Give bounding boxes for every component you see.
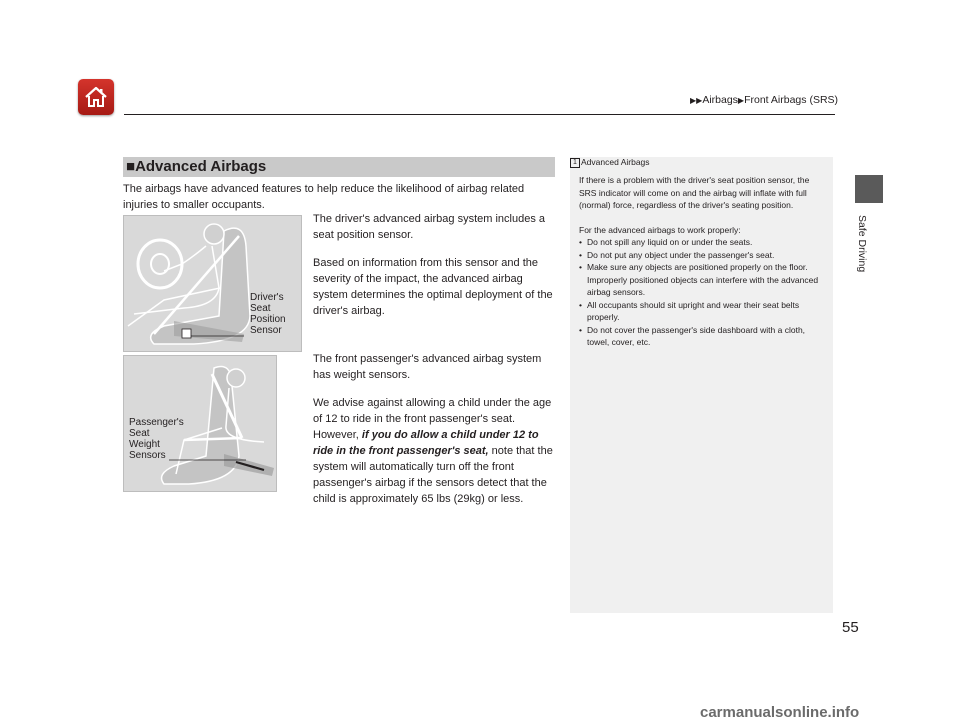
driver-paragraph-1: The driver's advanced airbag system includes a seat position sensor. (313, 213, 545, 241)
passenger-paragraph-1: The front passenger's advanced airbag system has weight sensors. (313, 353, 542, 381)
list-item: • Do not put any object under the passenger's seat. (579, 249, 775, 260)
note-paragraph-1: If there is a problem with the driver's seat position sensor, the SRS indicator will come on and the airbag will inflate with full (normal) force, regardless of the driver's seating position. (579, 175, 810, 210)
breadcrumb-arrow-icon: ▶▶ (690, 96, 703, 105)
bullet-icon: • (579, 324, 582, 335)
list-item: • Do not spill any liquid on or under the seats. (579, 237, 753, 247)
note-paragraph-2: For the advanced airbags to work properly: (579, 224, 741, 235)
bullet-icon: • (579, 237, 582, 247)
note-reference-icon: 1 (570, 158, 580, 168)
breadcrumb (690, 94, 838, 106)
home-button[interactable] (78, 79, 114, 115)
section-title: ■Advanced Airbags (126, 158, 267, 175)
bullet-icon: • (579, 262, 582, 272)
list-item: • All occupants should sit upright and wear their seat belts properly. (579, 299, 800, 322)
passenger-paragraph-2: We advise against allowing a child under the age of 12 to ride in the front passenger's seat. However, if you do allow a child under 12 to ride in the front passenger's seat, note that the system will automatically turn off the front passenger's airbag if the sensors detect that the child is approximately 65 lbs (29kg) or less. (313, 397, 553, 505)
note-list (579, 236, 829, 349)
breadcrumb-current: Front Airbags (SRS) (744, 94, 839, 106)
note-title: 1 Advanced Airbags (570, 157, 650, 168)
intro-paragraph: The airbags have advanced features to help reduce the likelihood of airbag related injuries to smaller occupants. (123, 183, 525, 211)
section-bullet-icon: ■ (126, 158, 136, 175)
home-icon (83, 84, 109, 110)
bullet-icon: • (579, 249, 582, 260)
chapter-label: Safe Driving (856, 215, 868, 273)
list-item: • Do not cover the passenger's side dashboard with a cloth, towel, cover, etc. (579, 324, 806, 347)
driver-text (313, 211, 555, 319)
driver-seat-sensor-label: Driver's Seat Position Sensor (250, 292, 286, 336)
page-number: 55 (842, 619, 859, 636)
passenger-text (313, 351, 555, 507)
passenger-warning-emphasis: if you do allow a child under 12 to ride in the front passenger's seat, (313, 429, 539, 457)
breadcrumb-arrow-icon: ▶ (737, 96, 745, 105)
chapter-tab[interactable] (855, 175, 883, 203)
bullet-icon: • (579, 299, 582, 310)
driver-paragraph-2: Based on information from this sensor and the severity of the impact, the advanced airbag system determines the optimal deployment of the driver's airbag. (313, 257, 553, 317)
list-item: • Make sure any objects are positioned properly on the floor. Improperly positioned objects can interfere with the advanced airbag sensors. (579, 262, 819, 297)
watermark: carmanualsonline.info (700, 704, 860, 721)
breadcrumb-link-airbags[interactable]: Airbags (702, 94, 738, 106)
header-divider (124, 114, 835, 115)
passenger-seat-sensor-label: Passenger's Seat Weight Sensors (129, 417, 184, 461)
note-body (579, 174, 829, 349)
